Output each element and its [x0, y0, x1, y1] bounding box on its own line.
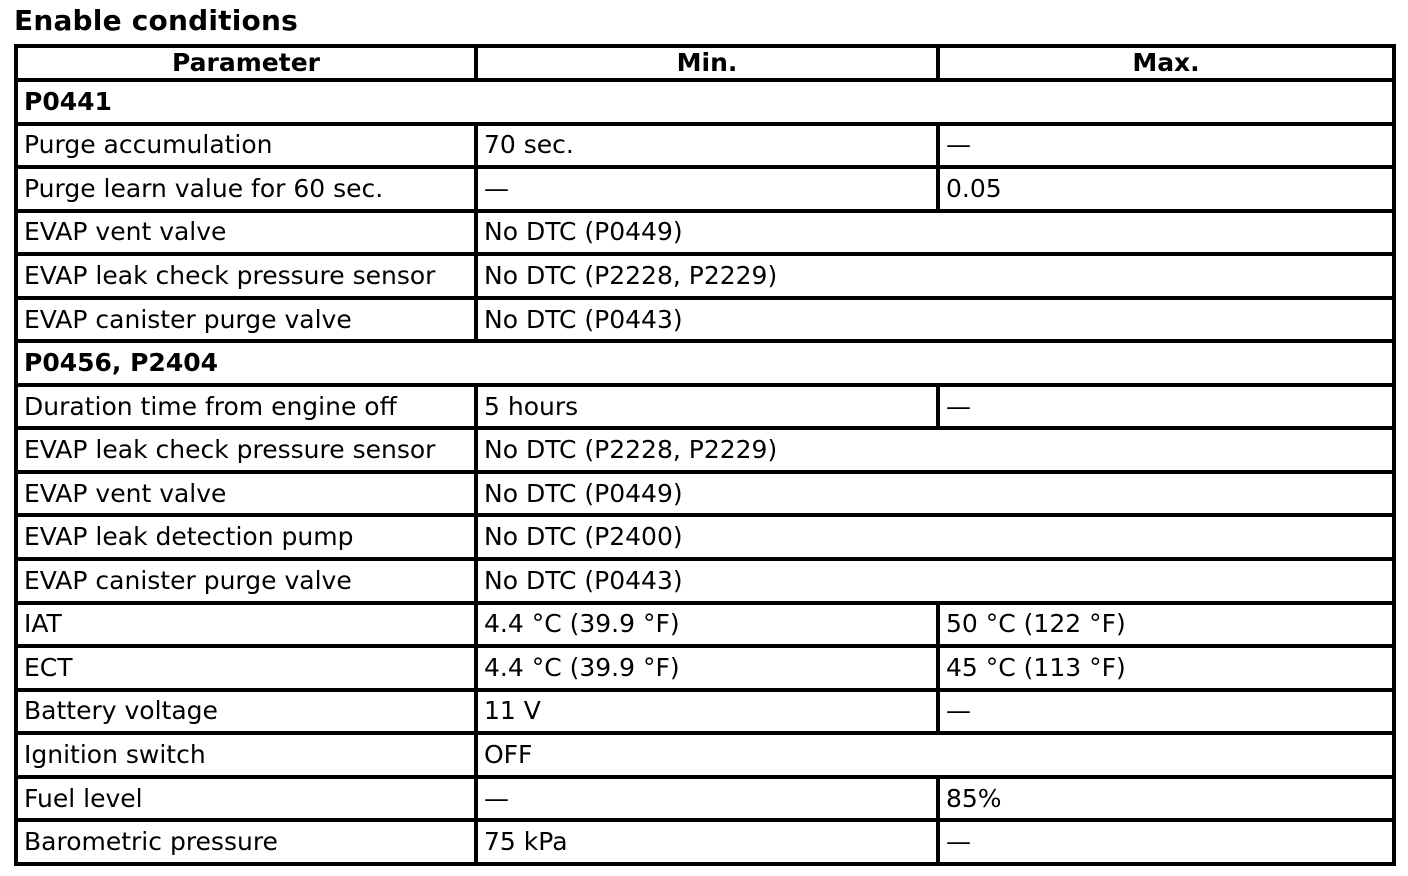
- table-row: [16, 167, 1394, 211]
- header-row: [16, 46, 1394, 80]
- max-cell: —: [938, 690, 1394, 734]
- table-row: [16, 559, 1394, 603]
- parameter-cell: EVAP canister purge valve: [16, 559, 476, 603]
- parameter-cell: Purge accumulation: [16, 124, 476, 168]
- value-cell: No DTC (P0443): [476, 298, 1394, 342]
- min-cell: —: [476, 777, 938, 821]
- table-row: [16, 603, 1394, 647]
- table-row: [16, 428, 1394, 472]
- table-row: [16, 646, 1394, 690]
- parameter-cell: EVAP leak detection pump: [16, 515, 476, 559]
- parameter-cell: Purge learn value for 60 sec.: [16, 167, 476, 211]
- parameter-cell: EVAP leak check pressure sensor: [16, 428, 476, 472]
- value-cell: No DTC (P2400): [476, 515, 1394, 559]
- min-cell: 4.4 °C (39.9 °F): [476, 646, 938, 690]
- table-row: [16, 472, 1394, 516]
- min-cell: —: [476, 167, 938, 211]
- max-cell: 45 °C (113 °F): [938, 646, 1394, 690]
- max-cell: —: [938, 124, 1394, 168]
- table-row: [16, 733, 1394, 777]
- parameter-cell: EVAP vent valve: [16, 472, 476, 516]
- max-cell: 50 °C (122 °F): [938, 603, 1394, 647]
- enable-conditions-table: [14, 44, 1396, 866]
- parameter-cell: EVAP canister purge valve: [16, 298, 476, 342]
- max-cell: 0.05: [938, 167, 1394, 211]
- min-cell: 5 hours: [476, 385, 938, 429]
- table-row: [16, 515, 1394, 559]
- parameter-cell: Barometric pressure: [16, 820, 476, 864]
- table-row: [16, 211, 1394, 255]
- group-label: P0456, P2404: [16, 341, 1394, 385]
- header-min: Min.: [476, 46, 938, 80]
- parameter-cell: EVAP leak check pressure sensor: [16, 254, 476, 298]
- min-cell: 4.4 °C (39.9 °F): [476, 603, 938, 647]
- min-cell: 70 sec.: [476, 124, 938, 168]
- parameter-cell: IAT: [16, 603, 476, 647]
- value-cell: No DTC (P2228, P2229): [476, 428, 1394, 472]
- table-row: [16, 254, 1394, 298]
- header-parameter: Parameter: [16, 46, 476, 80]
- parameter-cell: Fuel level: [16, 777, 476, 821]
- group-label: P0441: [16, 80, 1394, 124]
- group-row: [16, 80, 1394, 124]
- parameter-cell: EVAP vent valve: [16, 211, 476, 255]
- table-row: [16, 690, 1394, 734]
- min-cell: 11 V: [476, 690, 938, 734]
- max-cell: —: [938, 385, 1394, 429]
- parameter-cell: ECT: [16, 646, 476, 690]
- max-cell: —: [938, 820, 1394, 864]
- parameter-cell: Battery voltage: [16, 690, 476, 734]
- value-cell: No DTC (P0449): [476, 472, 1394, 516]
- table-row: [16, 298, 1394, 342]
- header-max: Max.: [938, 46, 1394, 80]
- table-row: [16, 124, 1394, 168]
- parameter-cell: Ignition switch: [16, 733, 476, 777]
- group-row: [16, 341, 1394, 385]
- value-cell: No DTC (P2228, P2229): [476, 254, 1394, 298]
- value-cell: No DTC (P0443): [476, 559, 1394, 603]
- max-cell: 85%: [938, 777, 1394, 821]
- page-title: Enable conditions: [14, 4, 298, 37]
- parameter-cell: Duration time from engine off: [16, 385, 476, 429]
- value-cell: OFF: [476, 733, 1394, 777]
- table-row: [16, 385, 1394, 429]
- min-cell: 75 kPa: [476, 820, 938, 864]
- table-row: [16, 777, 1394, 821]
- value-cell: No DTC (P0449): [476, 211, 1394, 255]
- table-row: [16, 820, 1394, 864]
